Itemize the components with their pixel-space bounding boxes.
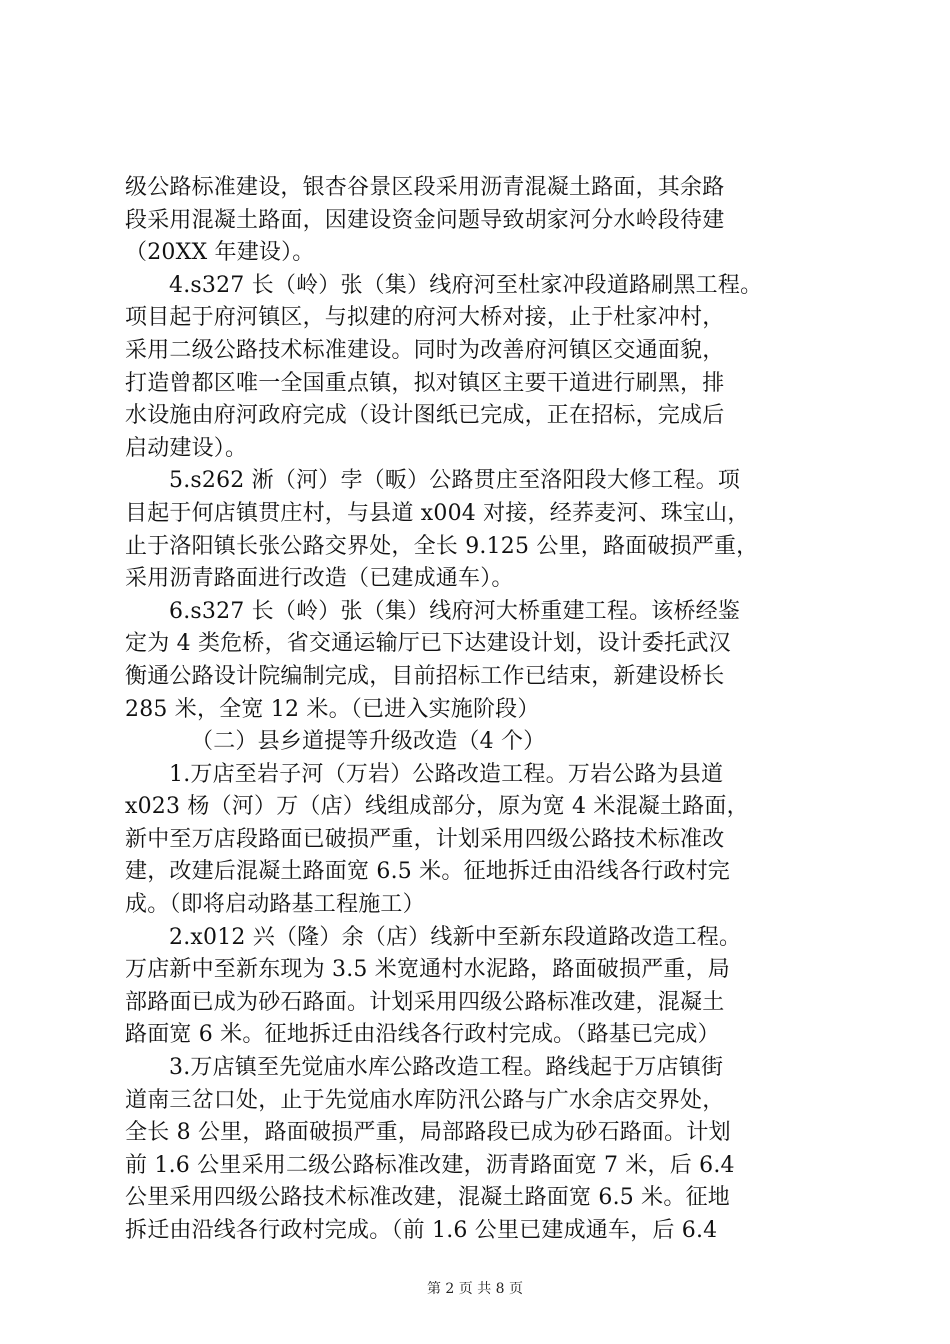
text-line: 全长 8 公里，路面破损严重，局部路段已成为砂石路面。计划 <box>125 1120 731 1146</box>
text-line: 1.万店至岩子河（万岩）公路改造工程。万岩公路为县道 <box>169 761 724 787</box>
text-line: 建，改建后混凝土路面宽 6.5 米。征地拆迁由沿线各行政村完 <box>125 859 730 885</box>
text-line: 部路面已成为砂石路面。计划采用四级公路标准改建，混凝土 <box>125 989 725 1015</box>
text-line: 采用沥青路面进行改造（已建成通车）。 <box>125 566 514 592</box>
text-line: 公里采用四级公路技术标准改建，混凝土路面宽 6.5 米。征地 <box>125 1185 730 1211</box>
text-line: 目起于何店镇贯庄村，与县道 x004 对接，经荞麦河、珠宝山， <box>125 500 750 526</box>
text-line: 新中至万店段路面已破损严重，计划采用四级公路技术标准改 <box>125 826 725 852</box>
text-line: （二）县乡道提等升级改造（4 个） <box>191 729 546 755</box>
text-line: 定为 4 类危桥，省交通运输厅已下达建设计划，设计委托武汉 <box>125 631 731 657</box>
text-line: 衡通公路设计院编制完成，目前招标工作已结束，新建设桥长 <box>125 663 725 689</box>
text-line: 285 米，全宽 12 米。（已进入实施阶段） <box>125 696 540 722</box>
document-body <box>125 172 837 1248</box>
text-line: 道南三岔口处，止于先觉庙水库防汛公路与广水余店交界处， <box>125 1087 725 1113</box>
text-line: 启动建设）。 <box>125 435 248 461</box>
text-line: 4.s327 长（岭）张（集）线府河至杜家冲段道路刷黑工程。 <box>169 272 763 298</box>
page-footer: 第 2 页 共 8 页 <box>426 1281 524 1297</box>
text-line: 段采用混凝土路面，因建设资金问题导致胡家河分水岭段待建 <box>125 207 725 233</box>
text-line: 拆迁由沿线各行政村完成。（前 1.6 公里已建成通车，后 6.4 <box>125 1218 718 1243</box>
text-line: 止于洛阳镇长张公路交界处，全长 9.125 公里，路面破损严重， <box>125 533 759 559</box>
text-line: 6.s327 长（岭）张（集）线府河大桥重建工程。该桥经鉴 <box>169 598 741 624</box>
text-line: 前 1.6 公里采用二级公路标准改建，沥青路面宽 7 米，后 6.4 <box>125 1152 735 1178</box>
text-line: 路面宽 6 米。征地拆迁由沿线各行政村完成。（路基已完成） <box>125 1022 720 1048</box>
text-line: （20XX 年建设）。 <box>125 240 315 266</box>
text-line: 水设施由府河政府完成（设计图纸已完成，正在招标，完成后 <box>125 403 725 429</box>
text-line: x023 杨（河）万（店）线组成部分，原为宽 4 米混凝土路面， <box>125 794 749 820</box>
text-line: 项目起于府河镇区，与拟建的府河大桥对接，止于杜家冲村， <box>125 305 725 331</box>
text-line: 万店新中至新东现为 3.5 米宽通村水泥路，路面破损严重，局 <box>125 957 730 983</box>
text-line: 2.x012 兴（隆）余（店）线新中至新东段道路改造工程。 <box>169 924 742 950</box>
text-line: 级公路标准建设，银杏谷景区段采用沥青混凝土路面，其余路 <box>125 175 725 200</box>
text-line: 3.万店镇至先觉庙水库公路改造工程。路线起于万店镇街 <box>169 1055 724 1081</box>
text-line: 采用二级公路技术标准建设。同时为改善府河镇区交通面貌， <box>125 337 725 363</box>
text-line: 成。（即将启动路基工程施工） <box>125 892 425 918</box>
text-line: 5.s262 淅（河）孛（畈）公路贯庄至洛阳段大修工程。项 <box>169 468 741 494</box>
text-line: 打造曾都区唯一全国重点镇，拟对镇区主要干道进行刷黑，排 <box>125 370 725 396</box>
